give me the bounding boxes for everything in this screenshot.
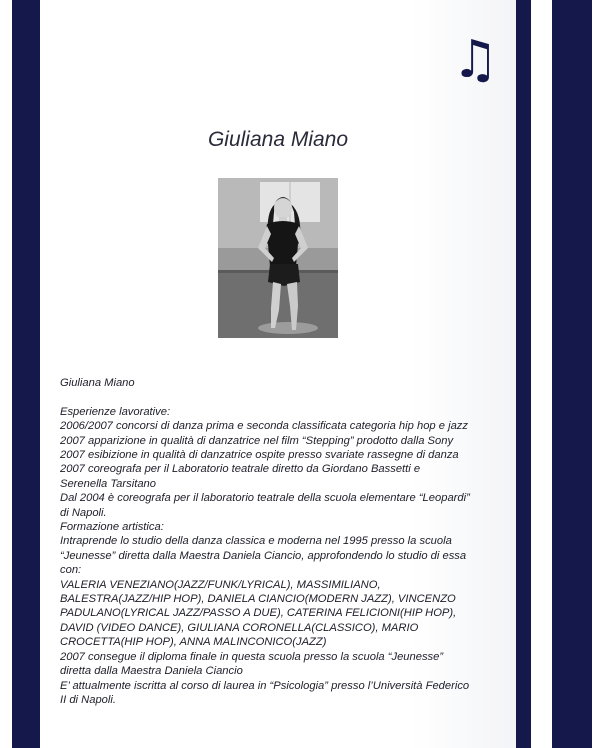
page-title: Giuliana Miano bbox=[207, 128, 349, 151]
text-line: CROCETTA(HIP HOP), ANNA MALINCONICO(JAZZ) bbox=[60, 636, 327, 649]
text-line: BALESTRA(JAZZ/HIP HOP), DANIELA CIANCIO(MODERN JAZZ), VINCENZO bbox=[60, 593, 456, 606]
text-line: E’ attualmente iscritta al corso di laurea in “Psicologia” presso l’Università Federico bbox=[60, 679, 470, 692]
text-line: Intraprende lo studio della danza classica e moderna nel 1995 presso la scuola bbox=[60, 535, 452, 548]
right-outer-border-bar bbox=[552, 0, 592, 748]
text-line: Serenella Tarsitano bbox=[60, 477, 156, 490]
text-line: VALERIA VENEZIANO(JAZZ/FUNK/LYRICAL), MASSIMILIANO, bbox=[60, 578, 381, 591]
text-line: PADULANO(LYRICAL JAZZ/PASSO A DUE), CATERINA FELICIONI(HIP HOP), bbox=[60, 607, 457, 620]
portrait-photo bbox=[218, 178, 338, 338]
blank-line bbox=[60, 390, 504, 404]
text-line: Esperienze lavorative: bbox=[60, 405, 171, 418]
text-line: con: bbox=[60, 564, 82, 577]
text-line: diretta dalla Maestra Daniela Ciancio bbox=[60, 665, 243, 678]
portrait-illustration bbox=[218, 178, 338, 338]
left-border-bar bbox=[12, 0, 40, 748]
text-line: DAVID (VIDEO DANCE), GIULIANA CORONELLA(CLASSICO), MARIO bbox=[60, 621, 419, 634]
text-line: II di Napoli. bbox=[60, 693, 116, 706]
name-line: Giuliana Miano bbox=[60, 377, 135, 389]
text-line: 2006/2007 concorsi di danza prima e seconda classificata categoria hip hop e jazz bbox=[60, 420, 468, 433]
right-inner-border-bar bbox=[516, 0, 531, 748]
resume-text bbox=[60, 376, 504, 707]
text-line: di Napoli. bbox=[60, 506, 107, 519]
text-line: 2007 apparizione in qualità di danzatrice nel film “Stepping” prodotto dalla Sony bbox=[60, 434, 454, 447]
text-line: Formazione artistica: bbox=[60, 521, 164, 534]
text-line: 2007 esibizione in qualità di danzatrice ospite presso svariate rassegne di danza bbox=[60, 449, 459, 462]
text-line: 2007 consegue il diploma finale in questa scuola presso la scuola “Jeunesse” bbox=[60, 650, 444, 663]
text-line: Dal 2004 è coreografa per il laboratorio teatrale della scuola elementare “Leopardi” bbox=[60, 492, 470, 505]
music-note-icon: ♫ bbox=[452, 30, 499, 90]
text-line: “Jeunesse” diretta dalla Maestra Daniela Ciancio, approfondendo lo studio di essa bbox=[60, 549, 467, 562]
text-line: 2007 coreografa per il Laboratorio teatrale diretto da Giordano Bassetti e bbox=[60, 463, 421, 476]
